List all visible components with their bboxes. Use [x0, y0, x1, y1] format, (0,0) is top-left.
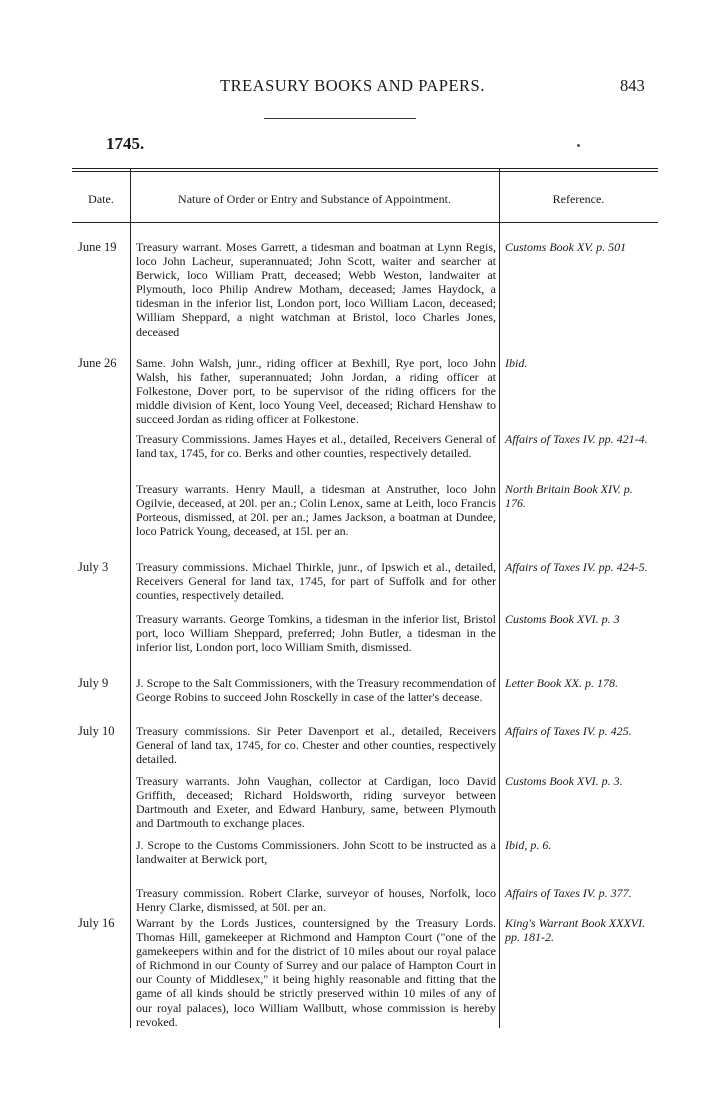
page-number: 843	[620, 76, 645, 95]
entry-reference: Affairs of Taxes IV. p. 425.	[505, 724, 632, 738]
column-divider-date	[130, 168, 131, 1028]
column-header-nature: Nature of Order or Entry and Substance of Appointment.	[178, 192, 451, 206]
entry-nature: Warrant by the Lords Justices, countersigned by the Treasury Lords. Thomas Hill, gamekeeper at Richmond and Hampton Court ("one of the gamekeepers within and for the district of 10 miles about our royal palace of Richmond in our County of Surrey and our palace of Hampton Court in our County of Middlesex," it being highly reasonable and fitting that the game of all kinds should be strictly preserved within 10 miles of any of our royal palaces), loco William Wallbutt, whose commission is hereby revoked.	[136, 916, 496, 1029]
entry-reference: King's Warrant Book XXXVI. pp. 181-2.	[505, 916, 646, 944]
table-top-rule	[72, 168, 658, 169]
entry-nature: Treasury commissions. Sir Peter Davenport et al., detailed, Receivers General of land tax, 1745, for co. Chester and other counties, respectively detailed.	[136, 724, 496, 767]
entry-nature: Treasury warrants. George Tomkins, a tidesman in the inferior list, Bristol port, loco William Sheppard, preferred; John Butler, a tidesman in the inferior list, London port, loco William Smith, dismissed.	[136, 612, 496, 655]
entry-reference: Ibid.	[505, 356, 528, 370]
table-top-rule-inner	[72, 171, 658, 172]
entry-date: July 9	[78, 676, 109, 690]
entry-reference: Ibid, p. 6.	[505, 838, 552, 852]
entry-date: July 16	[78, 916, 115, 930]
entry-date: July 10	[78, 724, 115, 738]
entry-reference: North Britain Book XIV. p. 176.	[505, 482, 633, 510]
column-header-reference: Reference.	[552, 192, 605, 206]
entry-nature: Treasury commissions. Michael Thirkle, junr., of Ipswich et al., detailed, Receivers General for land tax, 1745, for part of Suffolk and for other counties, respectively detailed.	[136, 560, 496, 603]
entry-date: June 19	[78, 240, 117, 254]
entry-date: July 3	[78, 560, 109, 574]
entry-nature: Same. John Walsh, junr., riding officer at Bexhill, Rye port, loco John Walsh, his father, superannuated; John Jordan, a riding officer at Folkestone, Dover port, to be supervisor of the riding officers for the middle division of Kent, loco Young Veel, deceased; Richard Henshaw to succeed Jordan as riding officer at Folkestone.	[136, 356, 496, 427]
entry-reference: Customs Book XV. p. 501	[505, 240, 627, 254]
entry-nature: J. Scrope to the Salt Commissioners, with the Treasury recommendation of George Robins to succeed John Rosckelly in case of the latter's decease.	[136, 676, 496, 705]
entry-nature: Treasury warrants. John Vaughan, collector at Cardigan, loco David Griffith, deceased; Richard Holdsworth, riding surveyor between Dartmouth and Exeter, and Edward Hanbury, same, between Plymouth and Dartmouth to exchange places.	[136, 774, 496, 831]
entry-reference: Letter Book XX. p. 178.	[505, 676, 618, 690]
column-divider-reference	[499, 168, 500, 1028]
entry-nature: Treasury Commissions. James Hayes et al., detailed, Receivers General of land tax, 1745, for co. Berks and other counties, respectively detailed.	[136, 432, 496, 461]
print-mark	[577, 144, 580, 147]
column-header-date: Date.	[88, 192, 114, 206]
entry-reference: Customs Book XVI. p. 3	[505, 612, 620, 626]
entry-reference: Customs Book XVI. p. 3.	[505, 774, 623, 788]
entry-nature: Treasury warrants. Henry Maull, a tidesman at Anstruther, loco John Ogilvie, deceased, at 20l. per an.; Colin Lenox, same at Leith, loco Francis Porteous, dismissed, at 20l. per an.; James Jackson, a boatman at Dundee, loco Patrick Young, deceased, at 15l. per an.	[136, 482, 496, 539]
entry-reference: Affairs of Taxes IV. pp. 421-4.	[505, 432, 648, 446]
running-title: TREASURY BOOKS AND PAPERS.	[220, 76, 485, 95]
entry-nature: J. Scrope to the Customs Commissioners. John Scott to be instructed as a landwaiter at Berwick port,	[136, 838, 496, 867]
entry-reference: Affairs of Taxes IV. p. 377.	[505, 886, 632, 900]
year-heading: 1745.	[106, 134, 145, 153]
entry-nature: Treasury commission. Robert Clarke, surveyor of houses, Norfolk, loco Henry Clarke, dismissed, at 50l. per an.	[136, 886, 496, 915]
table-header-rule	[72, 222, 658, 223]
entry-reference: Affairs of Taxes IV. pp. 424-5.	[505, 560, 648, 574]
running-head	[0, 76, 722, 98]
entries-table	[72, 168, 658, 1028]
header-rule	[264, 118, 416, 119]
entry-nature: Treasury warrant. Moses Garrett, a tidesman and boatman at Lynn Regis, loco John Lacheur, superannuated; John Scott, waiter and searcher at Berwick, loco William Pratt, deceased; Webb Weston, landwaiter at Plymouth, loco Philip Andrew Motham, deceased; James Haydock, a tidesman in the inferior list, London port, loco William Lacon, deceased; William Sheppard, a night watchman at Bristol, loco Charles Jones, deceased	[136, 240, 496, 339]
entry-date: June 26	[78, 356, 117, 370]
